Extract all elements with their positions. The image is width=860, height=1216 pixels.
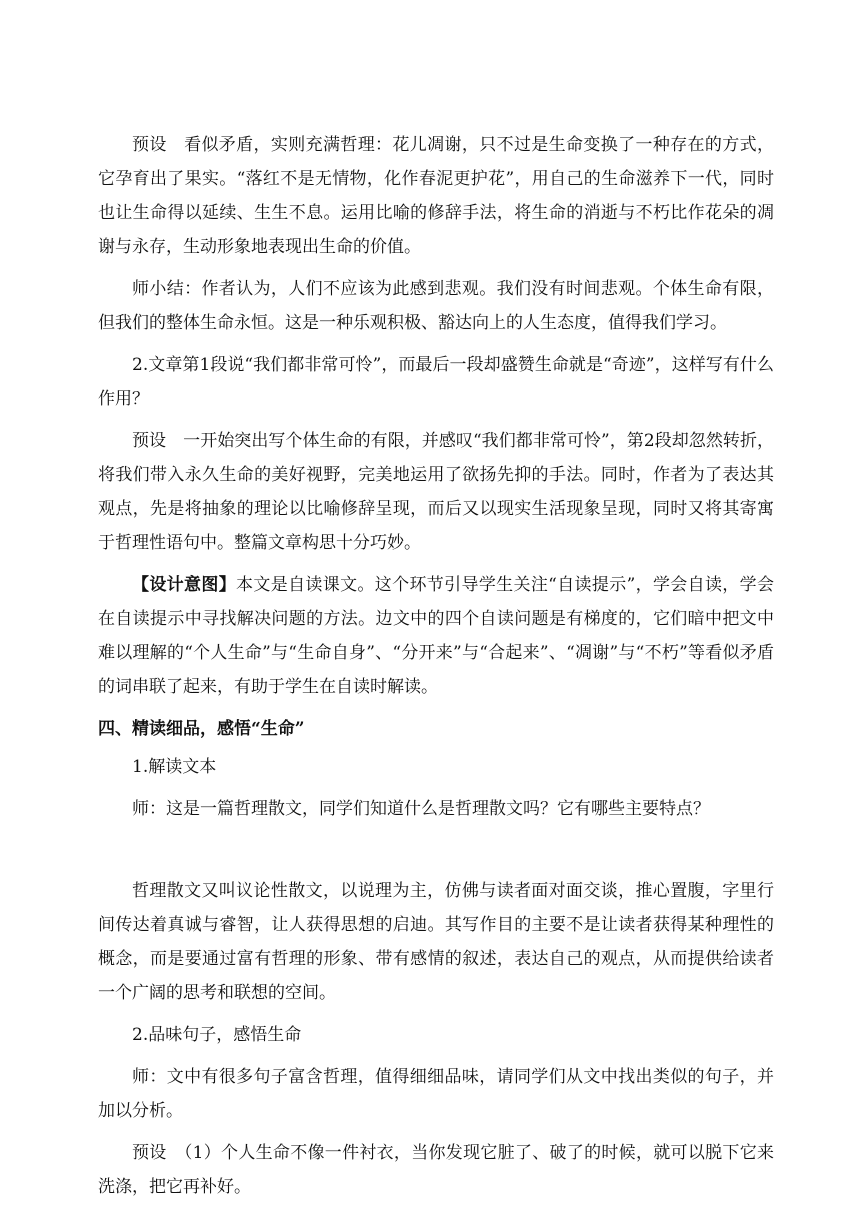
paragraph-preset-3: 预设 （1）个人生命不像一件衬衣，当你发现它脏了、破了的时候，就可以脱下它来洗涤，把它再补好。 bbox=[98, 1143, 774, 1197]
paragraph-preset-1: 预设 看似矛盾，实则充满哲理：花儿凋谢，只不过是生命变换了一种存在的方式，它孕育出了果实。“落红不是无情物，化作春泥更护花”，用自己的生命滋养下一代，同时也让生命得以延续、生生不息。运用比喻的修辞手法，将生命的消逝与不朽比作花朵的凋谢与永存，生动形象地表现出生命的价值。 bbox=[98, 135, 774, 257]
paragraph-teacher-question: 师：这是一篇哲理散文，同学们知道什么是哲理散文吗？它有哪些主要特点？ bbox=[132, 799, 710, 819]
design-intent-label: 【设计意图】 bbox=[132, 575, 237, 595]
design-intent-text: 本文是自读课文。这个环节引导学生关注“自读提示”，学会自读，学会在自读提示中寻找解决问题的方法。边文中的四个自读问题是有梯度的，它们暗中把文中难以理解的“个人生命”与“生命自身”、“分开来”与“合起来”、“凋谢”与“不朽”等看似矛盾的词串联了起来，有助于学生在自读时解读。 bbox=[98, 575, 774, 697]
paragraph-sub-2: 2.品味句子，感悟生命 bbox=[132, 1025, 302, 1045]
section-heading: 四、精读细品，感悟“生命” bbox=[98, 719, 305, 739]
paragraph-teacher-summary: 师小结：作者认为，人们不应该为此感到悲观。我们没有时间悲观。个体生命有限，但我们的整体生命永恒。这是一种乐观积极、豁达向上的人生态度，值得我们学习。 bbox=[98, 279, 774, 333]
paragraph-definition: 哲理散文又叫议论性散文，以说理为主，仿佛与读者面对面交谈，推心置腹，字里行间传达着真诚与睿智，让人获得思想的启迪。其写作目的主要不是让读者获得某种理性的概念，而是要通过富有哲理的形象、带有感情的叙述，表达自己的观点，从而提供给读者一个广阔的思考和联想的空间。 bbox=[98, 881, 774, 1003]
paragraph-design-intent bbox=[98, 568, 774, 704]
paragraph-sub-1: 1.解读文本 bbox=[132, 757, 217, 777]
document-body bbox=[98, 128, 774, 1212]
paragraph-question-2: 2.文章第1段说“我们都非常可怜”，而最后一段却盛赞生命就是“奇迹”，这样写有什么作用？ bbox=[98, 355, 774, 409]
blank-gap bbox=[98, 834, 774, 874]
paragraph-preset-2: 预设 一开始突出写个体生命的有限，并感叹“我们都非常可怜”，第2段却忽然转折，将我们带入永久生命的美好视野，完美地运用了欲扬先抑的手法。同时，作者为了表达其观点，先是将抽象的理论以比喻修辞呈现，而后又以现实生活现象呈现，同时又将其寄寓于哲理性语句中。整篇文章构思十分巧妙。 bbox=[98, 431, 774, 553]
paragraph-teacher-prompt: 师：文中有很多句子富含哲理，值得细细品味，请同学们从文中找出类似的句子，并加以分析。 bbox=[98, 1067, 774, 1121]
